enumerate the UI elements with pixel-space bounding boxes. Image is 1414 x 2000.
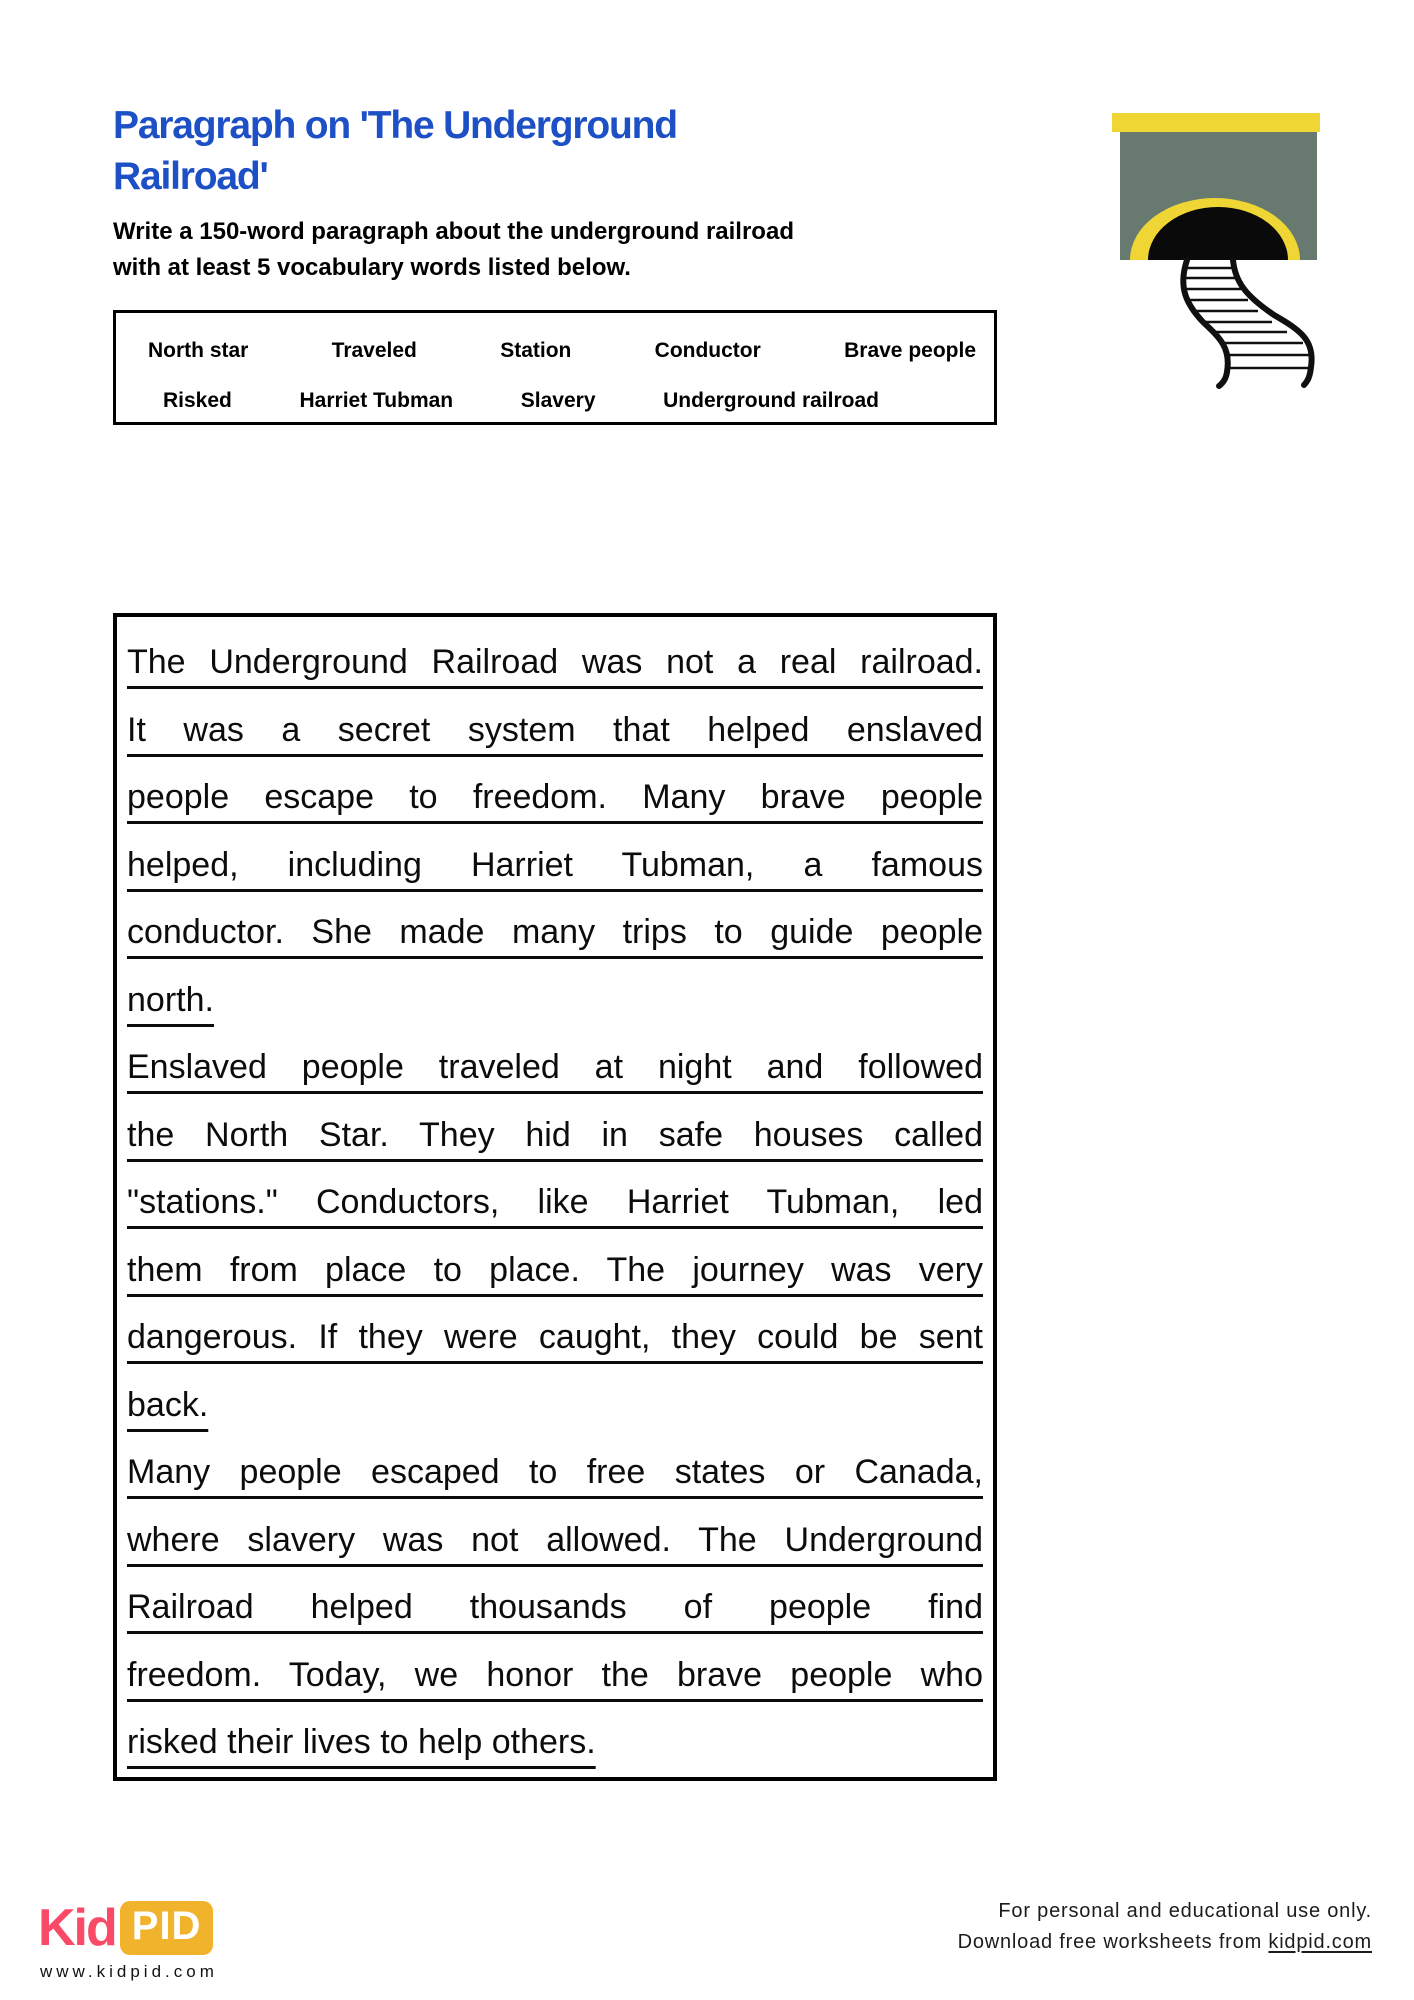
paragraph-line: the North Star. They hid in safe houses called <box>127 1115 983 1154</box>
paragraph-line: risked their lives to help others. <box>127 1723 596 1761</box>
page-title-line2: Railroad' <box>113 155 268 199</box>
paragraph-line: Railroad helped thousands of people find <box>127 1588 983 1626</box>
instructions-line2: with at least 5 vocabulary words listed below. <box>113 253 631 281</box>
vocab-word: Harriet Tubman <box>299 389 454 412</box>
kidpid-link[interactable]: kidpid.com <box>1268 1931 1372 1953</box>
vocab-word: Traveled <box>331 339 417 362</box>
tunnel-railroad-illustration <box>1082 72 1332 392</box>
paragraph-line: helped, including Harriet Tubman, a famous <box>127 845 983 884</box>
paragraph-line: dangerous. If they were caught, they could be sent <box>127 1318 983 1356</box>
logo-pid-badge: PID <box>120 1901 214 1955</box>
vocab-word: Station <box>500 339 572 362</box>
paragraph-line: back. <box>127 1385 209 1424</box>
paragraph-line: Many people escaped to free states or Canada, <box>127 1453 983 1491</box>
paragraph-line: "stations." Conductors, like Harriet Tubman, led <box>127 1183 983 1221</box>
vocab-box <box>113 310 997 425</box>
paragraph-line: conductor. She made many trips to guide people <box>127 913 983 951</box>
paragraph-line: people escape to freedom. Many brave people <box>127 778 983 816</box>
paragraph-line: freedom. Today, we honor the brave people who <box>127 1655 983 1694</box>
page-title <box>113 100 813 203</box>
usage-note: For personal and educational use only. <box>998 1900 1372 1922</box>
paragraph-line: Enslaved people traveled at night and followed <box>127 1048 983 1086</box>
paragraph-line: north. <box>127 980 214 1019</box>
footer-note <box>958 1896 1372 1958</box>
site-url: www.kidpid.com <box>40 1962 218 1981</box>
paragraph-line: It was a secret system that helped enslaved <box>127 710 983 749</box>
download-note-prefix: Download free worksheets from <box>957 1931 1269 1953</box>
vocab-word: Underground railroad <box>663 389 879 412</box>
instructions-line1: Write a 150-word paragraph about the underground railroad <box>113 218 794 245</box>
vocab-row-2 <box>116 375 994 425</box>
instructions <box>113 214 893 285</box>
paragraph-line: where slavery was not allowed. The Underground <box>127 1520 983 1559</box>
vocab-word: North star <box>148 339 249 362</box>
tunnel-lintel <box>1112 113 1320 132</box>
vocab-word: Conductor <box>654 339 761 362</box>
vocab-word: Slavery <box>520 389 596 412</box>
download-note <box>958 1927 1372 1958</box>
paragraph-line: The Underground Railroad was not a real railroad. <box>127 643 983 681</box>
railroad-track <box>1182 260 1312 386</box>
page-title-line1: Paragraph on 'The Underground <box>113 104 677 147</box>
paragraph-line: them from place to place. The journey was very <box>127 1250 983 1289</box>
vocab-word: Brave people <box>844 339 976 362</box>
vocab-word: Risked <box>163 389 232 412</box>
logo-kid-text: Kid <box>38 1899 116 1957</box>
vocab-row-1 <box>116 313 994 375</box>
paragraph-box <box>113 613 997 1781</box>
kidpid-logo <box>38 1898 213 1958</box>
